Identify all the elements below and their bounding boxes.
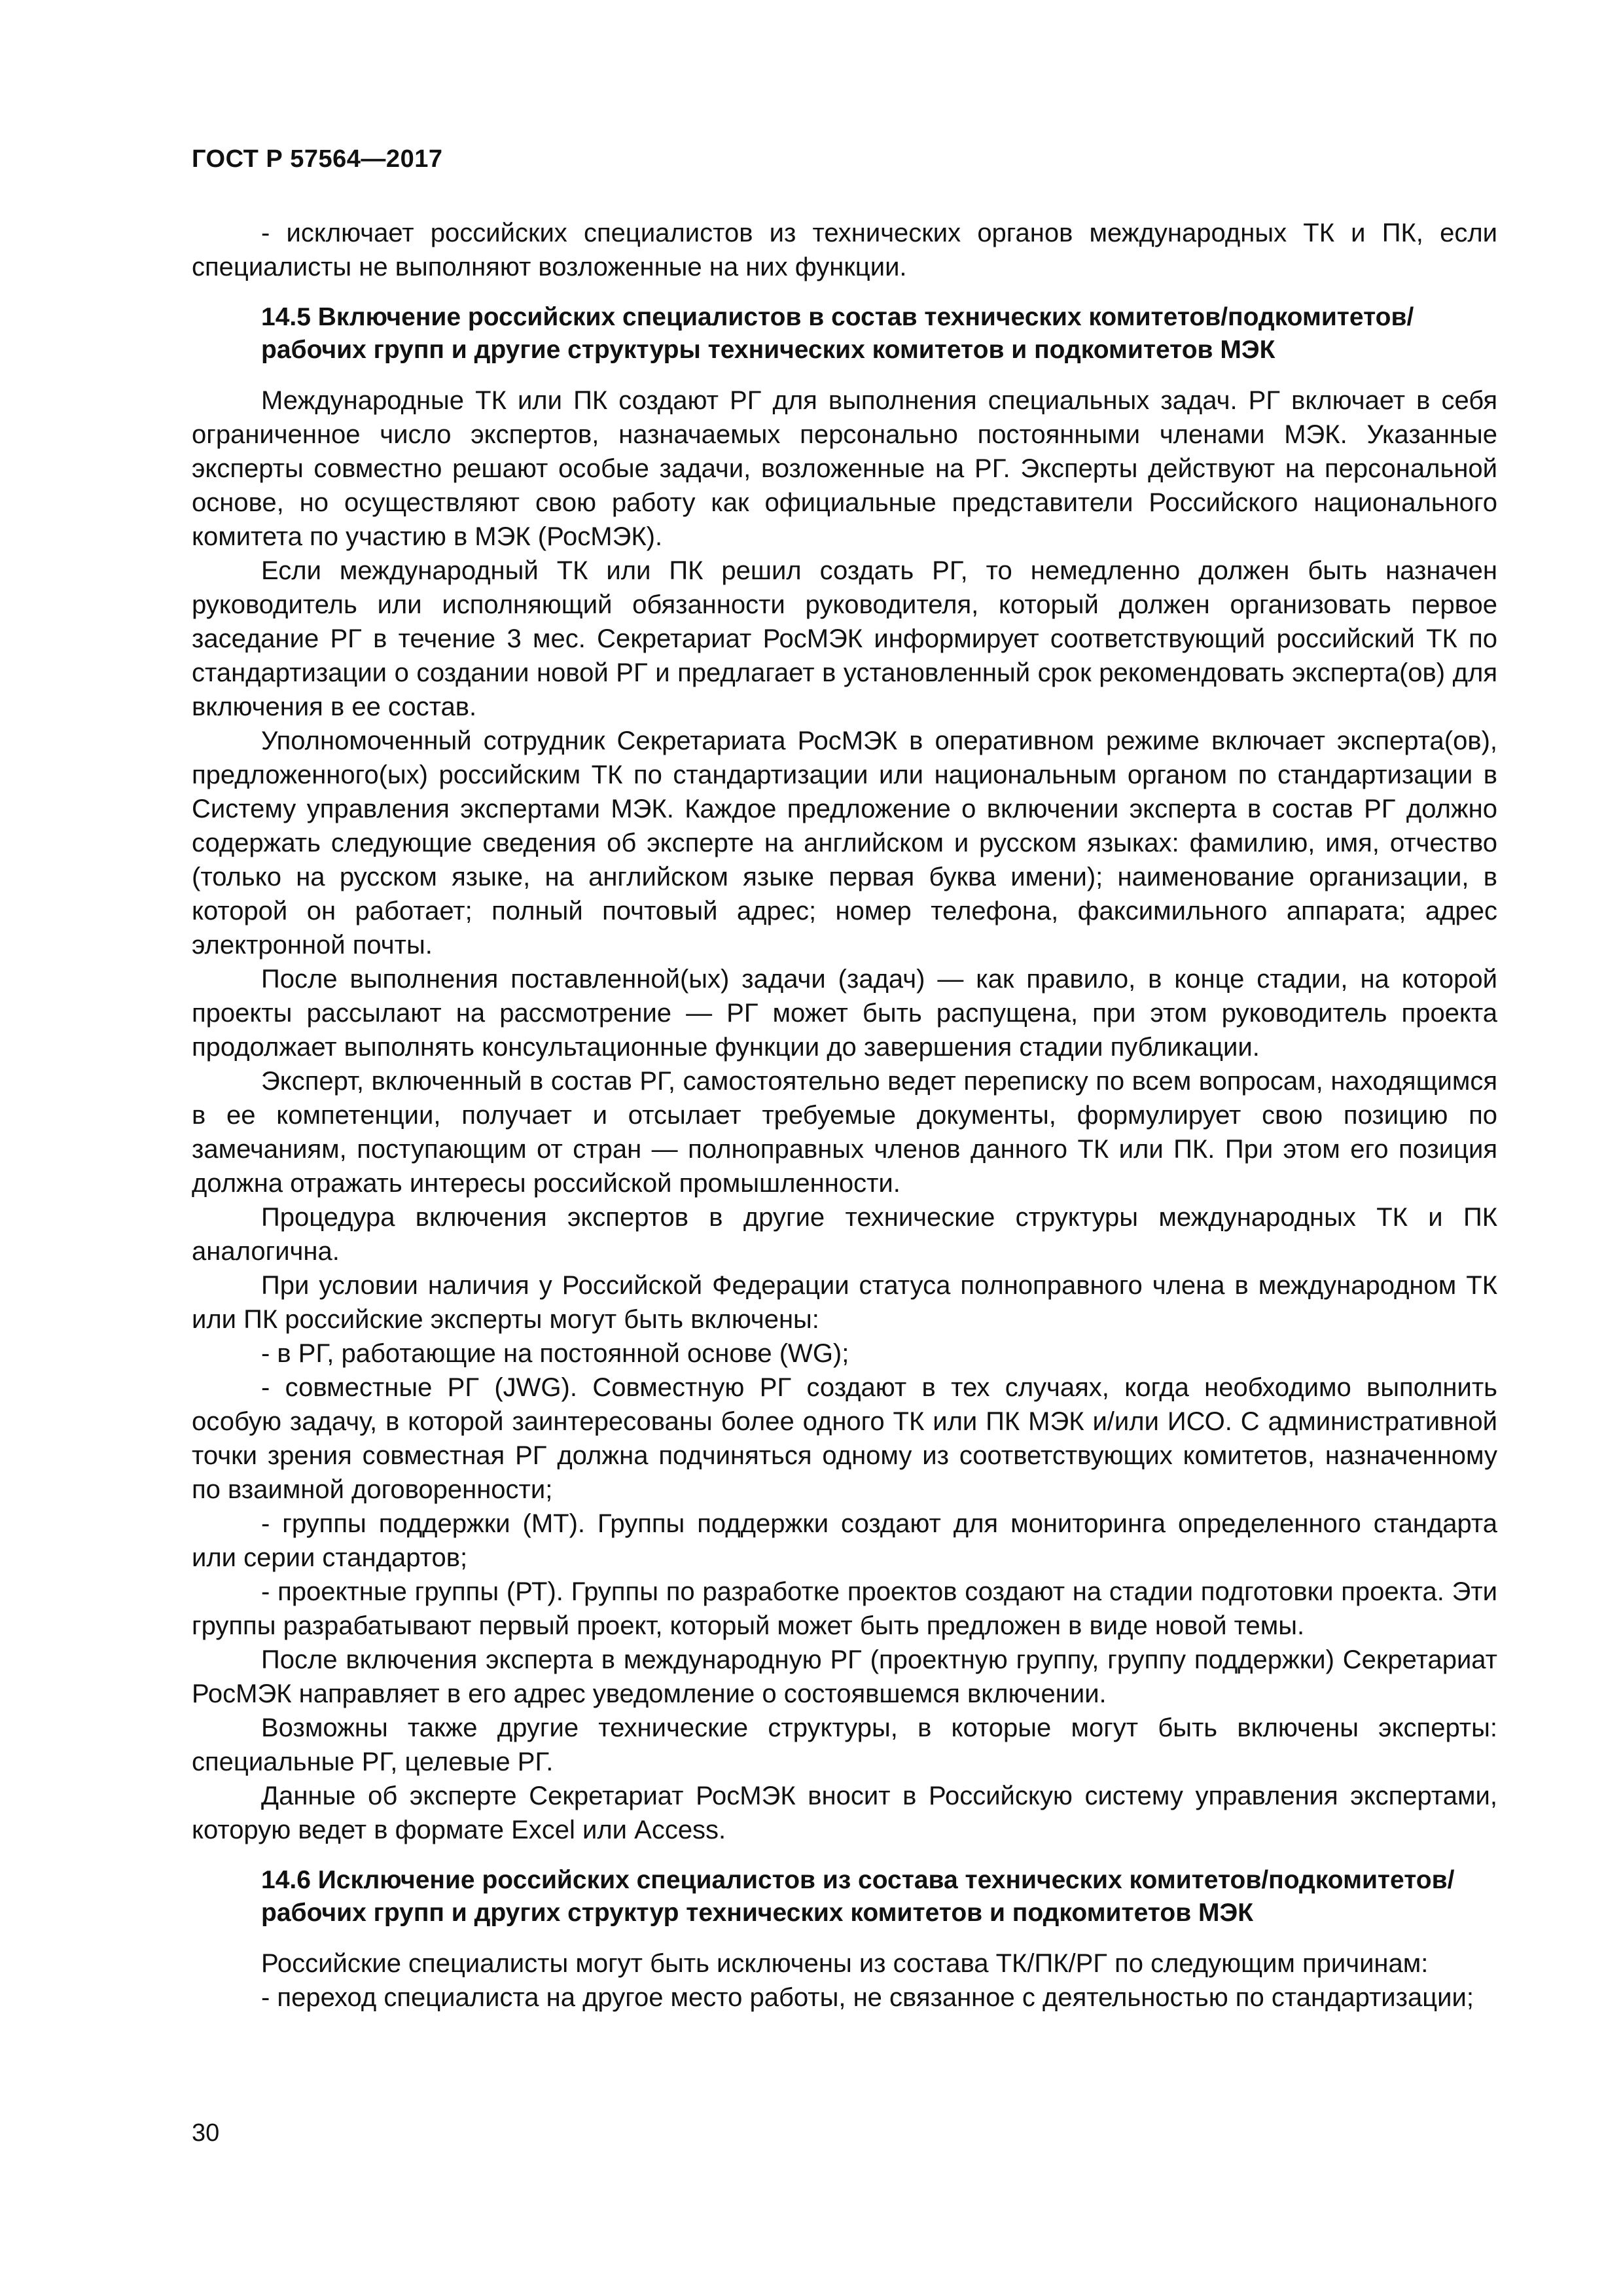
paragraph: Международные ТК или ПК создают РГ для выполнения специальных задач. РГ включает в себя ограниченное число экспертов, назначаемых персонально постоянными членами МЭК. Указанные эксперты совместно решают особые задачи, возложенные на РГ. Эксперты действуют на персональной основе, но осуществляют свою работу как официальные представители Российского национального комитета по участию в МЭК (РосМЭК). <box>192 386 1497 551</box>
paragraph: После включения эксперта в международную РГ (проектную группу, группу поддержки) Секретариат РосМЭК направляет в его адрес уведомление о состоявшемся включении. <box>192 1645 1497 1708</box>
paragraph: Процедура включения экспертов в другие технические структуры международных ТК и ПК аналогична. <box>192 1203 1497 1266</box>
list-item: - в РГ, работающие на постоянной основе (WG); <box>261 1339 849 1368</box>
list-item: - совместные РГ (JWG). Совместную РГ создают в тех случаях, когда необходимо выполнить особую задачу, в которой заинтересованы более одного ТК или ПК МЭК и/или ИСО. С административной точки зрения совместная РГ должна подчиняться одному из соответствующих комитетов, назначенному по взаимной договоренности; <box>192 1373 1497 1504</box>
section-heading-14-5: 14.5 Включение российских специалистов в состав технических комитетов/подкомитетов/рабочих групп и другие структуры технических комитетов и подкомитетов МЭК <box>261 303 1414 364</box>
paragraph: - исключает российских специалистов из технических органов международных ТК и ПК, если специалисты не выполняют возложенные на них функции. <box>192 219 1497 281</box>
list-item: - проектные группы (РТ). Группы по разработке проектов создают на стадии подготовки проекта. Эти группы разрабатывают первый проект, который может быть предложен в виде новой темы. <box>192 1577 1497 1640</box>
document-code-header: ГОСТ Р 57564—2017 <box>192 145 443 173</box>
page-number: 30 <box>192 2119 220 2147</box>
paragraph: Данные об эксперте Секретариат РосМЭК вносит в Российскую систему управления экспертами, которую ведет в формате Excel или Access. <box>192 1782 1497 1844</box>
paragraph: Возможны также другие технические структуры, в которые могут быть включены эксперты: специальные РГ, целевые РГ. <box>192 1713 1497 1776</box>
document-body <box>192 216 1497 2015</box>
paragraph: При условии наличия у Российской Федерации статуса полноправного члена в международном ТК или ПК российские эксперты могут быть включены: <box>192 1271 1497 1334</box>
paragraph: Российские специалисты могут быть исключены из состава ТК/ПК/РГ по следующим причинам: <box>261 1949 1429 1978</box>
paragraph: Если международный ТК или ПК решил создать РГ, то немедленно должен быть назначен руководитель или исполняющий обязанности руководителя, который должен организовать первое заседание РГ в течение 3 мес. Секретариат РосМЭК информирует соответствующий российский ТК по стандартизации о создании новой РГ и предлагает в установленный срок рекомендовать эксперта(ов) для включения в ее состав. <box>192 556 1497 721</box>
list-item: - переход специалиста на другое место работы, не связанное с деятельностью по стандартизации; <box>261 1983 1474 2012</box>
paragraph: Уполномоченный сотрудник Секретариата РосМЭК в оперативном режиме включает эксперта(ов), предложенного(ых) российским ТК по стандартизации или национальным органом по стандартизации в Систему управления экспертами МЭК. Каждое предложение о включении эксперта в состав РГ должно содержать следующие сведения об эксперте на английском и русском языках: фамилию, имя, отчество (только на русском языке, на английском языке первая буква имени); наименование организации, в которой он работает; полный почтовый адрес; номер телефона, факсимильного аппарата; адрес электронной почты. <box>192 726 1497 960</box>
list-item: - группы поддержки (МТ). Группы поддержки создают для мониторинга определенного стандарта или серии стандартов; <box>192 1509 1497 1572</box>
paragraph: Эксперт, включенный в состав РГ, самостоятельно ведет переписку по всем вопросам, находящимся в ее компетенции, получает и отсылает требуемые документы, формулирует свою позицию по замечаниям, поступающим от стран — полноправных членов данного ТК или ПК. При этом его позиция должна отражать интересы российской промышленности. <box>192 1067 1497 1198</box>
paragraph: После выполнения поставленной(ых) задачи (задач) — как правило, в конце стадии, на которой проекты рассылают на рассмотрение — РГ может быть распущена, при этом руководитель проекта продолжает выполнять консультационные функции до завершения стадии публикации. <box>192 965 1497 1062</box>
section-heading-14-6: 14.6 Исключение российских специалистов из состава технических комитетов/подкомитетов/рабочих групп и других структур технических комитетов и подкомитетов МЭК <box>261 1866 1455 1927</box>
